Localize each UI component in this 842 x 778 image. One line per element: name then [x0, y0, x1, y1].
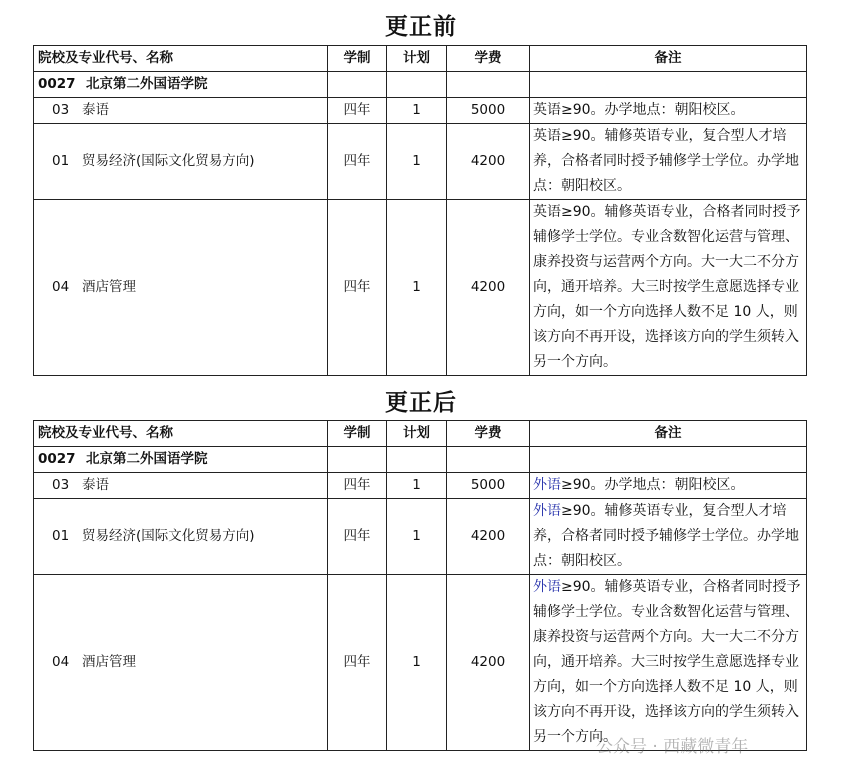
header-plan: 计划 — [387, 421, 447, 447]
note-prefix-highlight: 外语 — [533, 579, 561, 595]
school-code: 0027 — [38, 451, 76, 467]
table-header-row — [34, 46, 807, 72]
note-text: ≥90。辅修英语专业，复合型人才培养，合格者同时授予辅修学士学位。办学地点：朝阳校区。 — [533, 128, 799, 194]
note-prefix: 英语 — [533, 128, 561, 144]
duration-cell: 四年 — [328, 499, 387, 575]
note-cell — [530, 499, 807, 575]
before-table — [33, 45, 807, 376]
major-code: 03 — [52, 477, 70, 493]
plan-cell: 1 — [387, 575, 447, 751]
major-name: 酒店管理 — [82, 654, 136, 670]
header-duration: 学制 — [328, 421, 387, 447]
duration-cell: 四年 — [328, 124, 387, 200]
note-prefix-highlight: 外语 — [533, 477, 561, 493]
note-prefix-highlight: 外语 — [533, 503, 561, 519]
major-name: 酒店管理 — [82, 279, 136, 295]
note-text: ≥90。辅修英语专业，合格者同时授予辅修学士学位。专业含数智化运营与管理、康养投资与运营两个方向。大一大二不分方向，通开培养。大三时按学生意愿选择专业方向，如一个方向选择人数不足 10 人，则该方向不再开设，选择该方向的学生须转入另一个方向。 — [533, 204, 801, 370]
note-cell — [530, 473, 807, 499]
duration-cell: 四年 — [328, 473, 387, 499]
major-name: 泰语 — [82, 102, 109, 118]
after-section-title: 更正后 — [385, 389, 457, 416]
note-prefix: 英语 — [533, 204, 561, 220]
table-row — [34, 473, 807, 499]
fee-cell: 4200 — [447, 575, 530, 751]
major-name: 贸易经济(国际文化贸易方向) — [82, 153, 255, 169]
duration-cell: 四年 — [328, 98, 387, 124]
table-row — [34, 499, 807, 575]
note-cell — [530, 575, 807, 751]
table-row — [34, 124, 807, 200]
note-cell — [530, 98, 807, 124]
note-cell — [530, 200, 807, 376]
school-name: 北京第二外国语学院 — [86, 451, 208, 467]
major-name: 贸易经济(国际文化贸易方向) — [82, 528, 255, 544]
header-name: 院校及专业代号、名称 — [34, 421, 328, 447]
header-note: 备注 — [530, 46, 807, 72]
table-header-row — [34, 421, 807, 447]
note-cell — [530, 124, 807, 200]
note-text: ≥90。辅修英语专业，复合型人才培养，合格者同时授予辅修学士学位。办学地点：朝阳校区。 — [533, 503, 799, 569]
watermark: 公众号 · 西藏微青年 — [596, 737, 749, 757]
header-fee: 学费 — [447, 421, 530, 447]
note-text: ≥90。办学地点：朝阳校区。 — [561, 477, 745, 493]
header-plan: 计划 — [387, 46, 447, 72]
plan-cell: 1 — [387, 124, 447, 200]
header-name: 院校及专业代号、名称 — [34, 46, 328, 72]
plan-cell: 1 — [387, 200, 447, 376]
table-row — [34, 575, 807, 751]
note-text: ≥90。办学地点：朝阳校区。 — [561, 102, 745, 118]
plan-cell: 1 — [387, 499, 447, 575]
header-duration: 学制 — [328, 46, 387, 72]
school-code: 0027 — [38, 76, 76, 92]
before-section-title: 更正前 — [385, 13, 457, 40]
major-code: 01 — [52, 528, 70, 544]
header-note: 备注 — [530, 421, 807, 447]
plan-cell: 1 — [387, 473, 447, 499]
note-prefix: 英语 — [533, 102, 561, 118]
major-code: 03 — [52, 102, 70, 118]
after-table — [33, 420, 807, 751]
header-fee: 学费 — [447, 46, 530, 72]
fee-cell: 4200 — [447, 124, 530, 200]
table-row — [34, 98, 807, 124]
school-row — [34, 72, 807, 98]
major-name: 泰语 — [82, 477, 109, 493]
note-text: ≥90。辅修英语专业，合格者同时授予辅修学士学位。专业含数智化运营与管理、康养投资与运营两个方向。大一大二不分方向，通开培养。大三时按学生意愿选择专业方向，如一个方向选择人数不足 10 人，则该方向不再开设，选择该方向的学生须转入另一个方向。 — [533, 579, 801, 745]
major-code: 04 — [52, 279, 70, 295]
school-row — [34, 447, 807, 473]
table-row — [34, 200, 807, 376]
major-code: 01 — [52, 153, 70, 169]
duration-cell: 四年 — [328, 200, 387, 376]
fee-cell: 5000 — [447, 98, 530, 124]
duration-cell: 四年 — [328, 575, 387, 751]
plan-cell: 1 — [387, 98, 447, 124]
fee-cell: 5000 — [447, 473, 530, 499]
fee-cell: 4200 — [447, 499, 530, 575]
school-name: 北京第二外国语学院 — [86, 76, 208, 92]
major-code: 04 — [52, 654, 70, 670]
fee-cell: 4200 — [447, 200, 530, 376]
